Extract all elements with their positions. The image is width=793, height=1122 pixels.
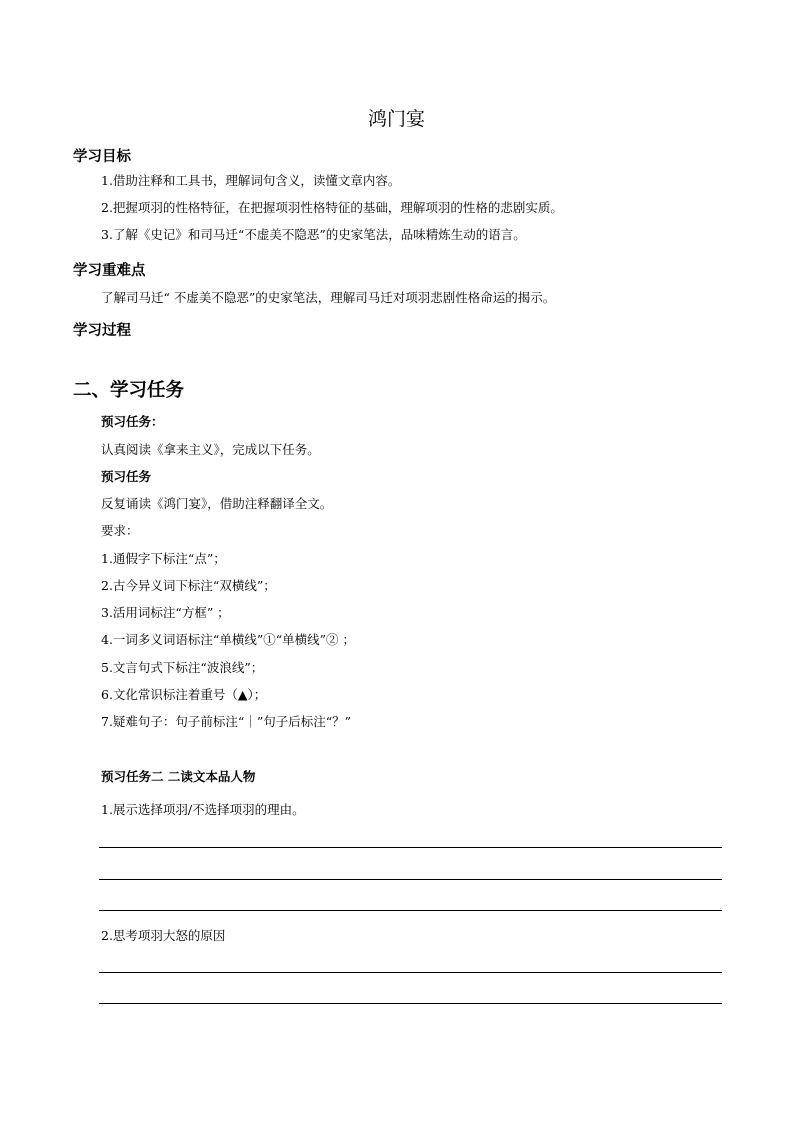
task-2-heading: 预习任务二 二读文本品人物 xyxy=(101,769,256,784)
document-title: 鸿门宴 xyxy=(367,108,425,130)
question-2: 2.思考项羽大怒的原因 xyxy=(101,928,226,943)
requirement-item: 2.古今异义词下标注“双横线”； xyxy=(101,578,276,593)
requirement-item: 4.一词多义词语标注“单横线”①“单横线”② ； xyxy=(101,632,355,647)
requirements-label: 要求： xyxy=(101,523,139,538)
answer-line xyxy=(99,879,722,880)
question-1: 1.展示选择项羽/不选择项羽的理由。 xyxy=(101,802,305,817)
requirement-item: 5.文言句式下标注“波浪线”； xyxy=(101,660,264,675)
requirement-item: 7.疑难句子：句子前标注“｜”句子后标注“？” xyxy=(101,714,351,729)
preview-task-2-label: 预习任务 xyxy=(101,469,152,484)
answer-line xyxy=(99,847,722,848)
requirement-item: 6.文化常识标注着重号（▲）； xyxy=(101,687,267,702)
answer-line xyxy=(99,972,722,973)
key-points-text: 了解司马迁“ 不虚美不隐恶”的史家笔法，理解司马迁对项羽悲剧性格命运的揭示。 xyxy=(101,290,556,305)
objectives-heading: 学习目标 xyxy=(73,149,131,165)
key-points-heading: 学习重难点 xyxy=(73,263,146,279)
process-heading: 学习过程 xyxy=(73,323,131,339)
requirement-item: 1.通假字下标注“点”； xyxy=(101,551,226,566)
answer-line xyxy=(99,910,722,911)
tasks-heading: 二、学习任务 xyxy=(73,380,185,401)
requirement-item: 3.活用词标注“方框” ； xyxy=(101,605,230,620)
preview-task-2-text: 反复诵读《鸿门宴》，借助注释翻译全文。 xyxy=(101,496,333,511)
preview-task-1-label: 预习任务： xyxy=(101,414,164,429)
preview-task-1-text: 认真阅读《拿来主义》，完成以下任务。 xyxy=(101,442,320,457)
answer-line xyxy=(99,1003,722,1004)
objective-item-3: 3.了解《史记》和司马迁“不虚美不隐恶”的史家笔法，品味精炼生动的语言。 xyxy=(101,227,526,242)
objective-item-1: 1.借助注释和工具书，理解词句含义，读懂文章内容。 xyxy=(101,173,401,188)
objective-item-2: 2.把握项羽的性格特征，在把握项羽性格特征的基础，理解项羽的性格的悲剧实质。 xyxy=(101,200,563,215)
